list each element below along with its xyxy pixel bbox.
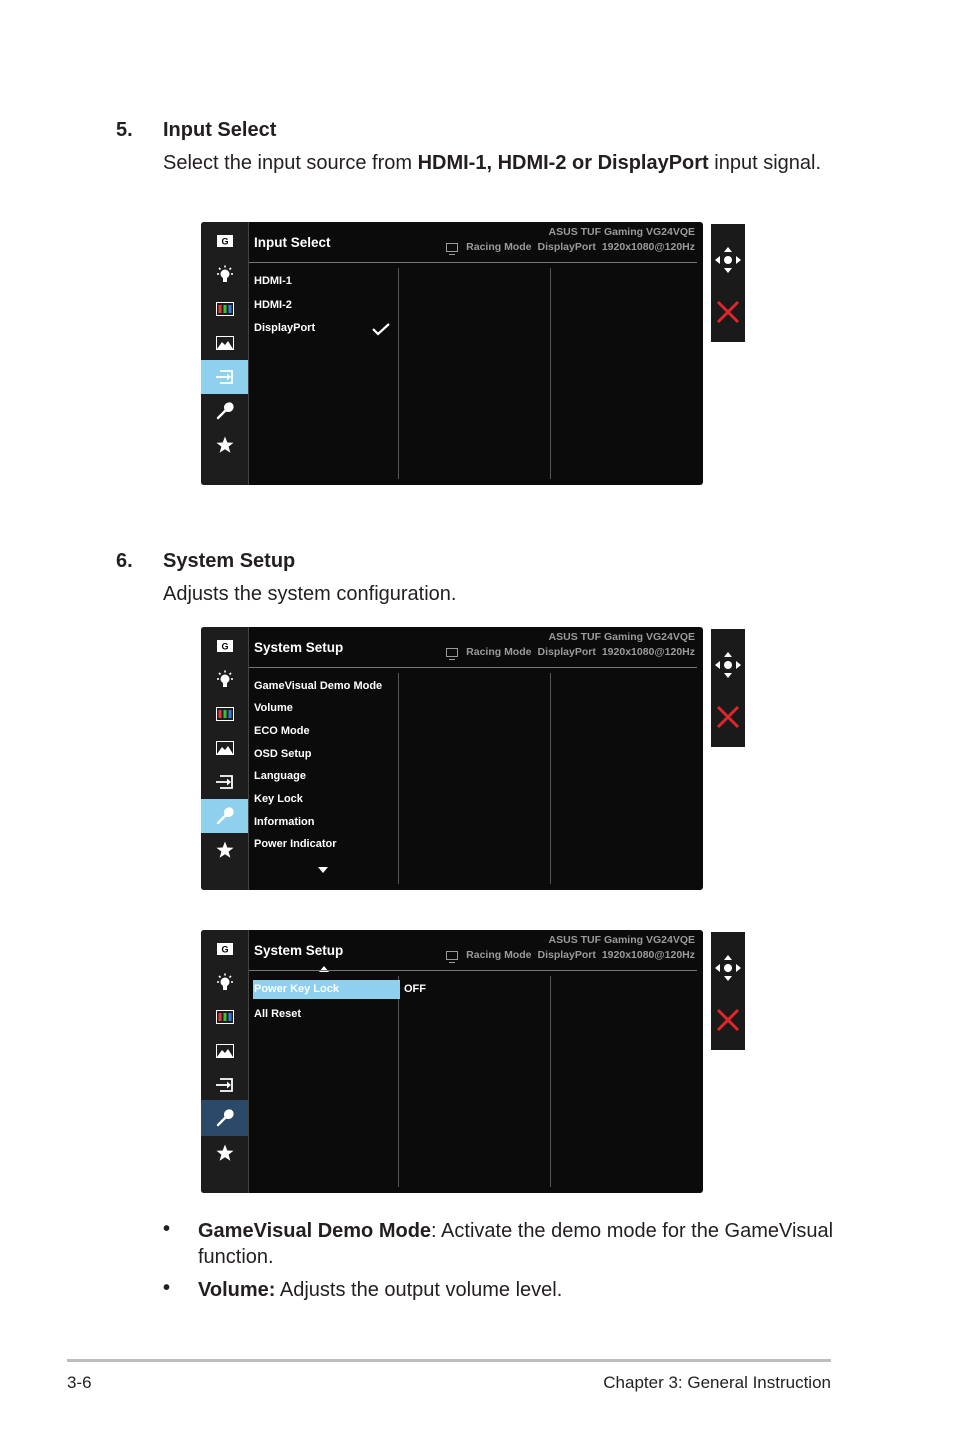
osd-mode: Racing Mode — [466, 949, 532, 961]
menu-item-key-lock[interactable]: Key Lock — [254, 793, 303, 805]
star-icon[interactable] — [201, 833, 248, 867]
bullet-bold: Volume: — [198, 1279, 276, 1301]
osd-title: System Setup — [254, 943, 344, 958]
section-6-title: System Setup — [163, 550, 296, 572]
header-divider — [249, 970, 697, 971]
menu-item-hdmi-1[interactable]: HDMI-1 — [254, 275, 292, 287]
osd-resolution: 1920x1080@120Hz — [601, 949, 695, 961]
osd-input: DisplayPort — [537, 949, 596, 961]
menu-item-volume[interactable]: Volume — [254, 702, 293, 714]
value-off[interactable]: OFF — [404, 983, 426, 995]
osd-resolution: 1920x1080@120Hz — [601, 646, 695, 658]
osd-sidebar — [201, 627, 249, 890]
bluelight-icon[interactable] — [201, 966, 248, 1000]
star-icon[interactable] — [201, 428, 248, 462]
column-divider — [550, 976, 551, 1187]
close-x-icon[interactable] — [716, 705, 740, 729]
wrench-icon[interactable] — [201, 799, 248, 833]
desc-bold: HDMI-1, HDMI-2 or DisplayPort — [417, 152, 709, 174]
page-number: 3-6 — [67, 1373, 92, 1392]
joystick-icon[interactable] — [714, 246, 742, 274]
section-5-number: 5. — [116, 119, 133, 141]
scroll-up-icon[interactable] — [319, 966, 329, 972]
bluelight-icon[interactable] — [201, 663, 248, 697]
menu-item-information[interactable]: Information — [254, 816, 315, 828]
gamevisual-letter: G — [220, 641, 229, 652]
bullet-text: Adjusts the output volume level. — [275, 1279, 563, 1301]
section-6-number: 6. — [116, 550, 133, 572]
bullet-volume — [198, 1277, 838, 1303]
osd-title: System Setup — [254, 640, 344, 655]
column-divider — [550, 673, 551, 884]
section-5-description — [163, 150, 843, 176]
joystick-icon[interactable] — [714, 651, 742, 679]
gamevisual-letter: G — [220, 236, 229, 247]
bullet-dot: • — [163, 1218, 171, 1240]
osd-model: ASUS TUF Gaming VG24VQE — [548, 631, 695, 643]
wrench-icon[interactable] — [201, 394, 248, 428]
bluelight-icon[interactable] — [201, 258, 248, 292]
osd-input: DisplayPort — [537, 241, 596, 253]
osd-resolution: 1920x1080@120Hz — [601, 241, 695, 253]
joystick-icon[interactable] — [714, 954, 742, 982]
input-icon[interactable] — [201, 765, 248, 799]
menu-item-eco-mode[interactable]: ECO Mode — [254, 725, 310, 737]
column-divider — [550, 268, 551, 479]
gamevisual-icon[interactable] — [201, 224, 248, 258]
header-divider — [249, 262, 697, 263]
osd-status — [446, 949, 695, 961]
scroll-down-icon[interactable] — [318, 867, 328, 873]
osd-input: DisplayPort — [537, 646, 596, 658]
osd-model: ASUS TUF Gaming VG24VQE — [548, 934, 695, 946]
key-panel — [711, 224, 745, 342]
menu-item-hdmi-2[interactable]: HDMI-2 — [254, 299, 292, 311]
bullet-text: : Activate the demo mode for the GameVisual function. — [198, 1220, 834, 1268]
checkmark-icon — [371, 322, 391, 336]
osd-title: Input Select — [254, 235, 331, 250]
osd-sidebar — [201, 222, 249, 485]
header-divider — [249, 667, 697, 668]
image-icon[interactable] — [201, 1034, 248, 1068]
color-icon[interactable] — [201, 697, 248, 731]
bullet-gamevisual-demo-mode — [198, 1218, 838, 1270]
osd-input-select — [201, 222, 703, 485]
desc-text: Select the input source from — [163, 152, 418, 174]
osd-system-setup-page1 — [201, 627, 703, 890]
image-icon[interactable] — [201, 731, 248, 765]
section-5-title: Input Select — [163, 119, 277, 141]
close-x-icon[interactable] — [716, 1008, 740, 1032]
bullet-bold: GameVisual Demo Mode — [198, 1220, 432, 1242]
menu-item-displayport[interactable]: DisplayPort — [254, 322, 316, 334]
section-6-description: Adjusts the system configuration. — [163, 583, 457, 605]
key-panel — [711, 932, 745, 1050]
bullet-dot: • — [163, 1277, 171, 1299]
osd-model: ASUS TUF Gaming VG24VQE — [548, 226, 695, 238]
color-icon[interactable] — [201, 292, 248, 326]
star-icon[interactable] — [201, 1136, 248, 1170]
osd-status — [446, 646, 695, 658]
close-x-icon[interactable] — [716, 300, 740, 324]
menu-item-all-reset[interactable]: All Reset — [254, 1008, 302, 1020]
desc-text-end: input signal. — [708, 152, 822, 174]
footer-divider — [67, 1359, 831, 1362]
menu-item-gamevisual-demo-mode[interactable]: GameVisual Demo Mode — [254, 680, 383, 692]
monitor-icon — [446, 243, 458, 252]
input-icon[interactable] — [201, 360, 248, 394]
monitor-icon — [446, 951, 458, 960]
menu-item-power-indicator[interactable]: Power Indicator — [254, 838, 337, 850]
gamevisual-icon[interactable] — [201, 629, 248, 663]
gamevisual-letter: G — [220, 944, 229, 955]
wrench-icon[interactable] — [201, 1100, 248, 1136]
key-panel — [711, 629, 745, 747]
osd-status — [446, 241, 695, 253]
color-icon[interactable] — [201, 1000, 248, 1034]
menu-item-language[interactable]: Language — [254, 770, 306, 782]
image-icon[interactable] — [201, 326, 248, 360]
chapter-title: Chapter 3: General Instruction — [603, 1373, 831, 1392]
menu-item-osd-setup[interactable]: OSD Setup — [254, 748, 312, 760]
osd-system-setup-page2 — [201, 930, 703, 1193]
gamevisual-icon[interactable] — [201, 932, 248, 966]
osd-mode: Racing Mode — [466, 646, 532, 658]
osd-mode: Racing Mode — [466, 241, 532, 253]
input-icon[interactable] — [201, 1068, 248, 1102]
osd-sidebar — [201, 930, 249, 1193]
monitor-icon — [446, 648, 458, 657]
menu-item-power-key-lock[interactable]: Power Key Lock — [253, 980, 400, 999]
